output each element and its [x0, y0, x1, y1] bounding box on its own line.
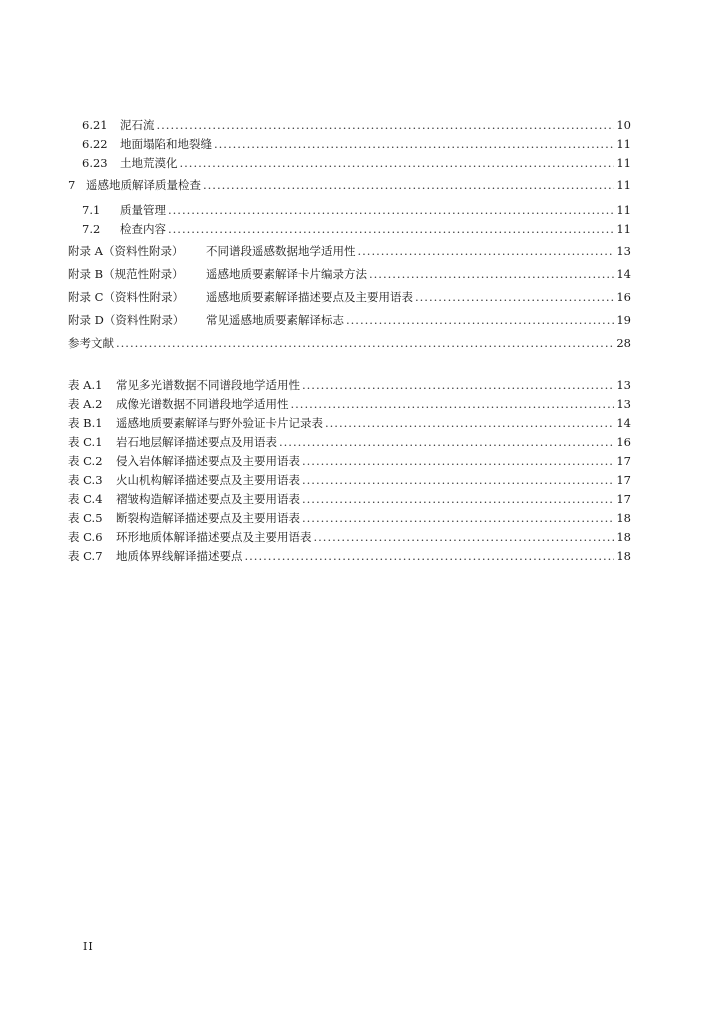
toc-entry-6-21[interactable]: [68, 117, 631, 134]
table-entry-title: 岩石地层解译描述要点及用语表: [116, 435, 277, 449]
toc-entry-6-23[interactable]: [68, 155, 631, 172]
table-entry-page: 18: [616, 530, 631, 544]
toc-entry-appendix-d[interactable]: [68, 312, 631, 329]
toc-entry-title: 不同谱段遥感数据地学适用性: [206, 244, 356, 258]
toc-entry-page: 19: [616, 313, 631, 327]
toc-entry-number: 7.1: [82, 203, 101, 217]
table-entry-c6[interactable]: [68, 529, 631, 546]
dot-leader: [214, 136, 614, 153]
section-gap: [68, 352, 631, 377]
table-entry-a1[interactable]: [68, 377, 631, 394]
toc-entry-number: 附录 A（资料性附录）: [68, 244, 184, 258]
dot-leader: [346, 312, 614, 329]
toc-entry-title: 泥石流: [120, 118, 155, 132]
toc-entry-number: 7: [68, 178, 76, 192]
toc-entry-7-2[interactable]: [68, 221, 631, 238]
toc-entry-page: 11: [616, 222, 631, 236]
dot-leader: [116, 335, 614, 352]
table-entry-number: 表 B.1: [68, 416, 103, 430]
toc-entry-page: 13: [616, 244, 631, 258]
table-entry-page: 13: [616, 378, 631, 392]
toc-entry-number: 6.21: [82, 118, 108, 132]
dot-leader: [415, 289, 614, 306]
table-entry-number: 表 C.7: [68, 549, 103, 563]
table-entry-number: 表 C.1: [68, 435, 103, 449]
dot-leader: [168, 202, 614, 219]
dot-leader: [291, 396, 615, 413]
dot-leader: [302, 491, 614, 508]
table-entry-number: 表 A.2: [68, 397, 103, 411]
toc-entry-page: 11: [616, 137, 631, 151]
table-entry-page: 16: [616, 435, 631, 449]
table-entry-title: 断裂构造解译描述要点及主要用语表: [116, 511, 300, 525]
toc-entry-page: 14: [616, 267, 631, 281]
toc-entry-number: 7.2: [82, 222, 101, 236]
dot-leader: [302, 453, 614, 470]
table-entry-page: 18: [616, 549, 631, 563]
table-entry-page: 17: [616, 492, 631, 506]
table-entry-number: 表 C.5: [68, 511, 103, 525]
toc-entry-appendix-c[interactable]: [68, 289, 631, 306]
table-entry-c7[interactable]: [68, 548, 631, 565]
toc-entry-title: 遥感地质要素解译描述要点及主要用语表: [206, 290, 413, 304]
dot-leader: [279, 434, 614, 451]
dot-leader: [314, 529, 615, 546]
toc-entry-page: 11: [616, 203, 631, 217]
dot-leader: [302, 510, 614, 527]
table-entry-number: 表 C.4: [68, 492, 103, 506]
table-entry-number: 表 A.1: [68, 378, 103, 392]
toc-entry-title: 常见遥感地质要素解译标志: [206, 313, 344, 327]
dot-leader: [302, 472, 614, 489]
table-entry-c3[interactable]: [68, 472, 631, 489]
toc-entry-title: 参考文献: [68, 336, 114, 350]
table-entry-c1[interactable]: [68, 434, 631, 451]
dot-leader: [369, 266, 614, 283]
dot-leader: [302, 377, 614, 394]
toc-entry-appendix-a[interactable]: [68, 243, 631, 260]
dot-leader: [180, 155, 615, 172]
toc-entry-6-22[interactable]: [68, 136, 631, 153]
table-entry-c4[interactable]: [68, 491, 631, 508]
toc-entry-number: 附录 D（资料性附录）: [68, 313, 185, 327]
page-number-footer: II: [83, 940, 94, 953]
table-entry-page: 17: [616, 454, 631, 468]
table-entry-a2[interactable]: [68, 396, 631, 413]
table-entry-number: 表 C.6: [68, 530, 103, 544]
table-entry-title: 环形地质体解译描述要点及主要用语表: [116, 530, 312, 544]
toc-entry-number: 6.22: [82, 137, 108, 151]
table-entry-title: 褶皱构造解译描述要点及主要用语表: [116, 492, 300, 506]
toc-entry-page: 11: [616, 156, 631, 170]
toc-entry-page: 11: [616, 178, 631, 192]
dot-leader: [358, 243, 615, 260]
toc-entry-number: 附录 B（规范性附录）: [68, 267, 184, 281]
table-entry-title: 常见多光谱数据不同谱段地学适用性: [116, 378, 300, 392]
toc-entry-number: 6.23: [82, 156, 108, 170]
dot-leader: [157, 117, 615, 134]
table-entry-c5[interactable]: [68, 510, 631, 527]
table-entry-page: 17: [616, 473, 631, 487]
dot-leader: [325, 415, 614, 432]
toc-entry-title: 检查内容: [120, 222, 166, 236]
table-entry-page: 13: [616, 397, 631, 411]
toc-entry-title: 遥感地质解译质量检查: [86, 178, 201, 192]
toc-entry-title: 地面塌陷和地裂缝: [120, 137, 212, 151]
table-entry-number: 表 C.2: [68, 454, 103, 468]
toc-entry-page: 16: [616, 290, 631, 304]
toc-entry-page: 28: [616, 336, 631, 350]
dot-leader: [168, 221, 614, 238]
table-entry-title: 遥感地质要素解译与野外验证卡片记录表: [116, 416, 323, 430]
table-of-contents: [68, 117, 631, 565]
toc-entry-title: 土地荒漠化: [120, 156, 178, 170]
toc-entry-title: 遥感地质要素解译卡片编录方法: [206, 267, 367, 281]
table-entry-b1[interactable]: [68, 415, 631, 432]
toc-entry-7-1[interactable]: [68, 202, 631, 219]
table-entry-c2[interactable]: [68, 453, 631, 470]
table-entry-title: 火山机构解译描述要点及主要用语表: [116, 473, 300, 487]
toc-entry-references[interactable]: [68, 335, 631, 352]
table-entry-page: 18: [616, 511, 631, 525]
toc-entry-7[interactable]: [68, 177, 631, 194]
table-entry-title: 成像光谱数据不同谱段地学适用性: [116, 397, 289, 411]
dot-leader: [245, 548, 615, 565]
table-entry-title: 地质体界线解译描述要点: [116, 549, 243, 563]
toc-entry-appendix-b[interactable]: [68, 266, 631, 283]
toc-entry-title: 质量管理: [120, 203, 166, 217]
table-entry-number: 表 C.3: [68, 473, 103, 487]
table-entry-title: 侵入岩体解译描述要点及主要用语表: [116, 454, 300, 468]
toc-entry-page: 10: [616, 118, 631, 132]
table-entry-page: 14: [616, 416, 631, 430]
dot-leader: [203, 177, 614, 194]
toc-entry-number: 附录 C（资料性附录）: [68, 290, 184, 304]
